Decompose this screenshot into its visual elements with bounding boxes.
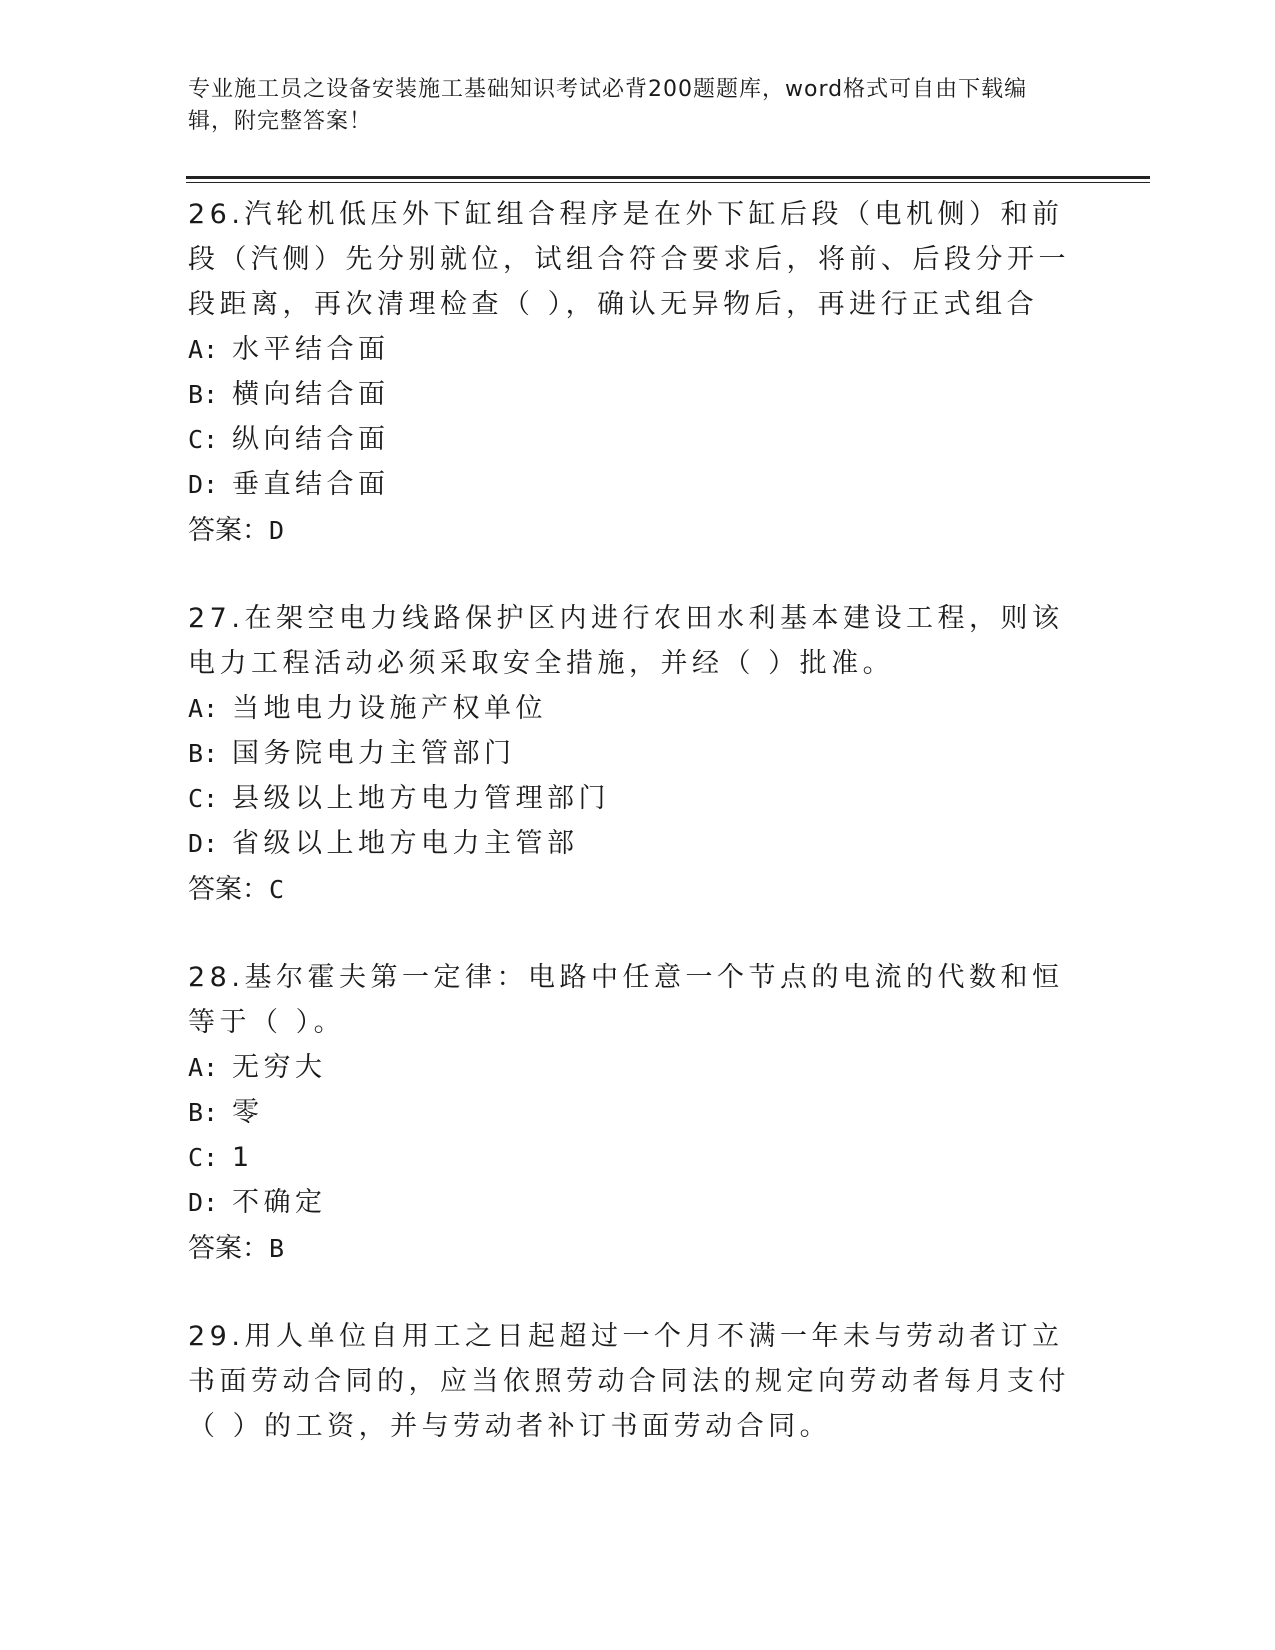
option-key: B: xyxy=(188,380,219,409)
question-28 xyxy=(188,955,1088,1272)
question-stem: 29.用人单位自用工之日起超过一个月不满一年未与劳动者订立书面劳动合同的，应当依照劳动合同法的规定向劳动者每月支付（ ）的工资，并与劳动者补订书面劳动合同。 xyxy=(188,1321,1070,1442)
answer-label: 答案： xyxy=(188,515,269,545)
option-b xyxy=(188,1090,1088,1135)
option-c xyxy=(188,417,1088,462)
question-29 xyxy=(188,1314,1088,1449)
option-d xyxy=(188,821,1088,866)
option-b xyxy=(188,731,1088,776)
option-key: C: xyxy=(188,784,219,813)
option-text: 不确定 xyxy=(232,1187,327,1218)
option-key: C: xyxy=(188,425,219,454)
option-a xyxy=(188,686,1088,731)
question-stem: 28.基尔霍夫第一定律：电路中任意一个节点的电流的代数和恒等于（ ）。 xyxy=(188,962,1064,1038)
option-c xyxy=(188,776,1088,821)
option-text: 省级以上地方电力主管部 xyxy=(232,828,579,859)
option-a xyxy=(188,1045,1088,1090)
option-key: D: xyxy=(188,1188,219,1217)
option-key: C: xyxy=(188,1143,219,1172)
question-stem: 26.汽轮机低压外下缸组合程序是在外下缸后段（电机侧）和前段（汽侧）先分别就位，试组合符合要求后，将前、后段分开一段距离，再次清理检查（ ），确认无异物后，再进行正式组合 xyxy=(188,199,1070,320)
option-key: B: xyxy=(188,739,219,768)
option-a xyxy=(188,327,1088,372)
option-b xyxy=(188,372,1088,417)
answer-value: D xyxy=(269,516,285,545)
option-text: 纵向结合面 xyxy=(232,424,390,455)
option-text: 零 xyxy=(232,1097,264,1128)
answer-label: 答案： xyxy=(188,874,269,904)
option-key: B: xyxy=(188,1098,219,1127)
question-stem: 27.在架空电力线路保护区内进行农田水利基本建设工程，则该电力工程活动必须采取安全措施，并经（ ）批准。 xyxy=(188,603,1064,679)
question-26 xyxy=(188,192,1088,554)
document-header: 专业施工员之设备安装施工基础知识考试必背200题题库，word格式可自由下载编辑，附完整答案！ xyxy=(188,77,1028,134)
question-list xyxy=(188,192,1088,1491)
option-key: A: xyxy=(188,1053,219,1082)
option-key: A: xyxy=(188,335,219,364)
option-key: A: xyxy=(188,694,219,723)
option-text: 当地电力设施产权单位 xyxy=(232,693,547,724)
option-text: 无穷大 xyxy=(232,1052,327,1083)
option-key: D: xyxy=(188,470,219,499)
option-c xyxy=(188,1135,1088,1180)
header-rule-thin xyxy=(186,182,1150,183)
option-text: 横向结合面 xyxy=(232,379,390,410)
option-key: D: xyxy=(188,829,219,858)
answer-value: B xyxy=(269,1234,285,1263)
option-d xyxy=(188,462,1088,507)
option-text: 国务院电力主管部门 xyxy=(232,738,516,769)
answer-value: C xyxy=(269,875,285,904)
option-text: 县级以上地方电力管理部门 xyxy=(232,783,610,814)
question-27 xyxy=(188,596,1088,913)
option-d xyxy=(188,1180,1088,1225)
option-text: 垂直结合面 xyxy=(232,469,390,500)
header-rule-thick xyxy=(186,176,1150,179)
answer-line xyxy=(188,507,1088,554)
answer-line xyxy=(188,1225,1088,1272)
option-text: 水平结合面 xyxy=(232,334,390,365)
option-text: 1 xyxy=(232,1142,254,1173)
answer-label: 答案： xyxy=(188,1233,269,1263)
answer-line xyxy=(188,866,1088,913)
